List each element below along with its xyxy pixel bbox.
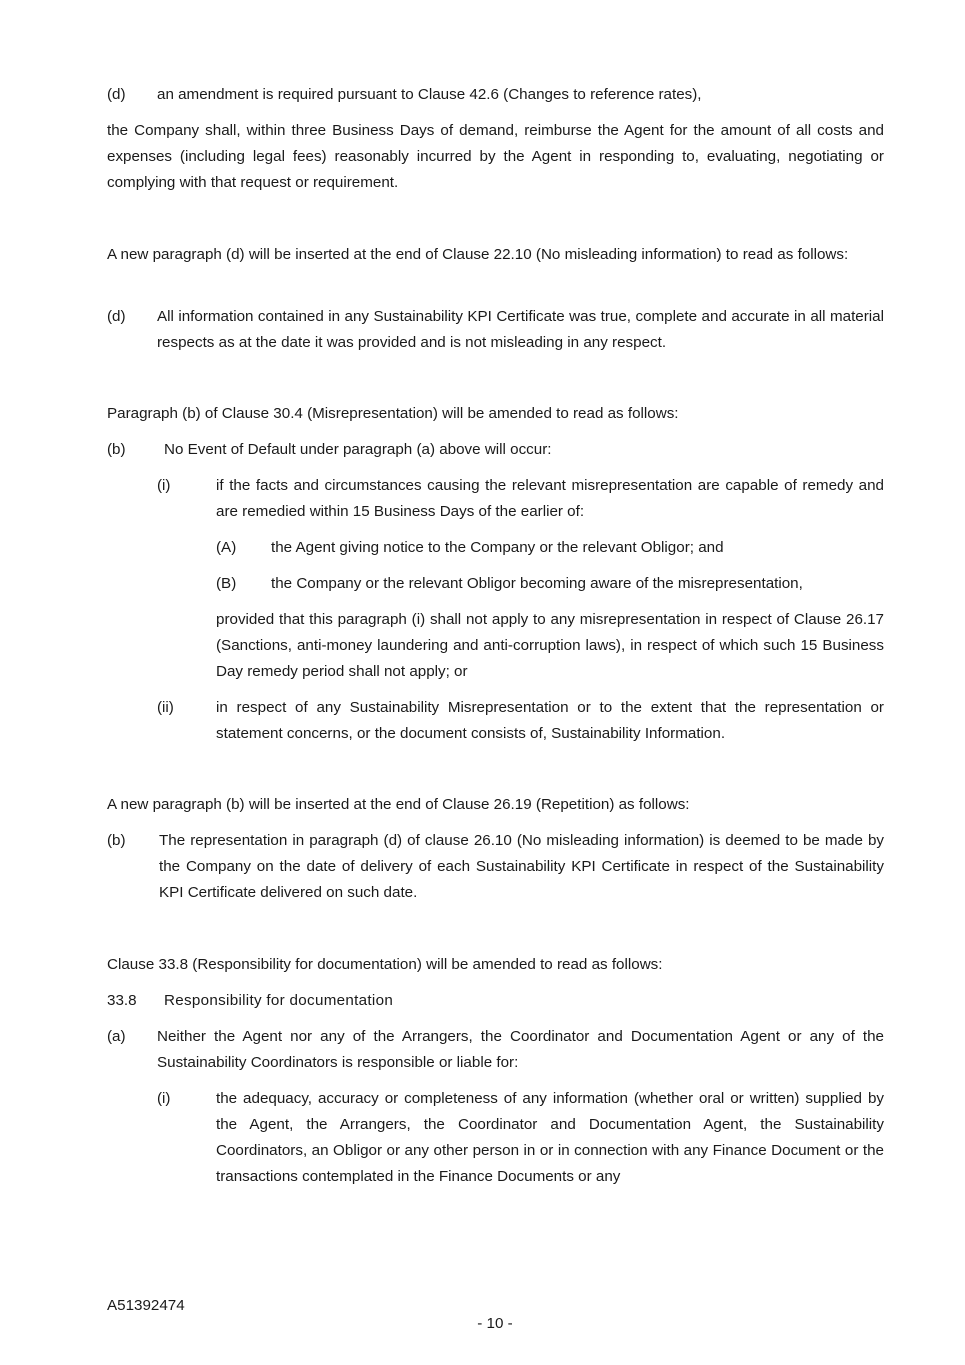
heading-number: 33.8 — [107, 992, 137, 1009]
list-label: (b) — [107, 441, 126, 458]
list-label: (ii) — [157, 699, 174, 716]
list-label: (B) — [216, 575, 237, 592]
paragraph-text: The representation in paragraph (d) of clause 26.10 (No misleading information) is deemed to be made by the Company on the date of delivery of each Sustainability KPI Certificate in respect of the Sustainability KPI Certificate delivered on such date. — [159, 832, 884, 901]
paragraph-text: the Company or the relevant Obligor becoming aware of the misrepresentation, — [271, 575, 803, 592]
paragraph-text: No Event of Default under paragraph (a) above will occur: — [164, 441, 552, 458]
paragraph-text: Neither the Agent nor any of the Arrangers, the Coordinator and Documentation Agent or any of the Sustainability Coordinators is responsible or liable for: — [157, 1028, 884, 1071]
amendment-intro: A new paragraph (d) will be inserted at the end of Clause 22.10 (No misleading information) to read as follows: — [107, 246, 849, 263]
list-label: (d) — [107, 86, 126, 103]
amendment-intro: Clause 33.8 (Responsibility for documentation) will be amended to read as follows: — [107, 956, 663, 973]
paragraph-text: the Agent giving notice to the Company or the relevant Obligor; and — [271, 539, 724, 556]
list-label: (b) — [107, 832, 126, 849]
list-label: (i) — [157, 1090, 171, 1107]
paragraph-text: All information contained in any Sustainability KPI Certificate was true, complete and accurate in all material respects as at the date it was provided and is not misleading in any respect. — [157, 308, 884, 351]
amendment-intro: A new paragraph (b) will be inserted at the end of Clause 26.19 (Repetition) as follows: — [107, 796, 690, 813]
amendment-intro: Paragraph (b) of Clause 30.4 (Misrepresentation) will be amended to read as follows: — [107, 405, 679, 422]
document-id: A51392474 — [107, 1297, 185, 1314]
section-heading: Responsibility for documentation — [164, 992, 394, 1009]
paragraph-text: in respect of any Sustainability Misrepresentation or to the extent that the representation or statement concerns, or the document consists of, Sustainability Information. — [216, 699, 884, 742]
paragraph-text: if the facts and circumstances causing the relevant misrepresentation are capable of remedy and are remedied within 15 Business Days of the earlier of: — [216, 477, 884, 520]
list-label: (A) — [216, 539, 237, 556]
list-label: (i) — [157, 477, 171, 494]
paragraph-text: the adequacy, accuracy or completeness of any information (whether oral or written) supplied by the Agent, the Arrangers, the Coordinator and Documentation Agent, the Sustainability Coordinators, an Obligor or any other person in or in connection with any Finance Document or the transactions contemplated in the Finance Documents or any — [216, 1090, 884, 1185]
page-number: - 10 - — [477, 1315, 513, 1332]
paragraph-text: an amendment is required pursuant to Clause 42.6 (Changes to reference rates), — [157, 86, 702, 103]
paragraph-text: the Company shall, within three Business Days of demand, reimburse the Agent for the amount of all costs and expenses (including legal fees) reasonably incurred by the Agent in responding to, evaluating, negotiating or complying with that request or requirement. — [107, 122, 884, 191]
list-label: (a) — [107, 1028, 126, 1045]
list-label: (d) — [107, 308, 126, 325]
paragraph-text: provided that this paragraph (i) shall not apply to any misrepresentation in respect of Clause 26.17 (Sanctions, anti-money laundering and anti-corruption laws), in respect of which such 15 Business Day remedy period shall not apply; or — [216, 611, 884, 680]
